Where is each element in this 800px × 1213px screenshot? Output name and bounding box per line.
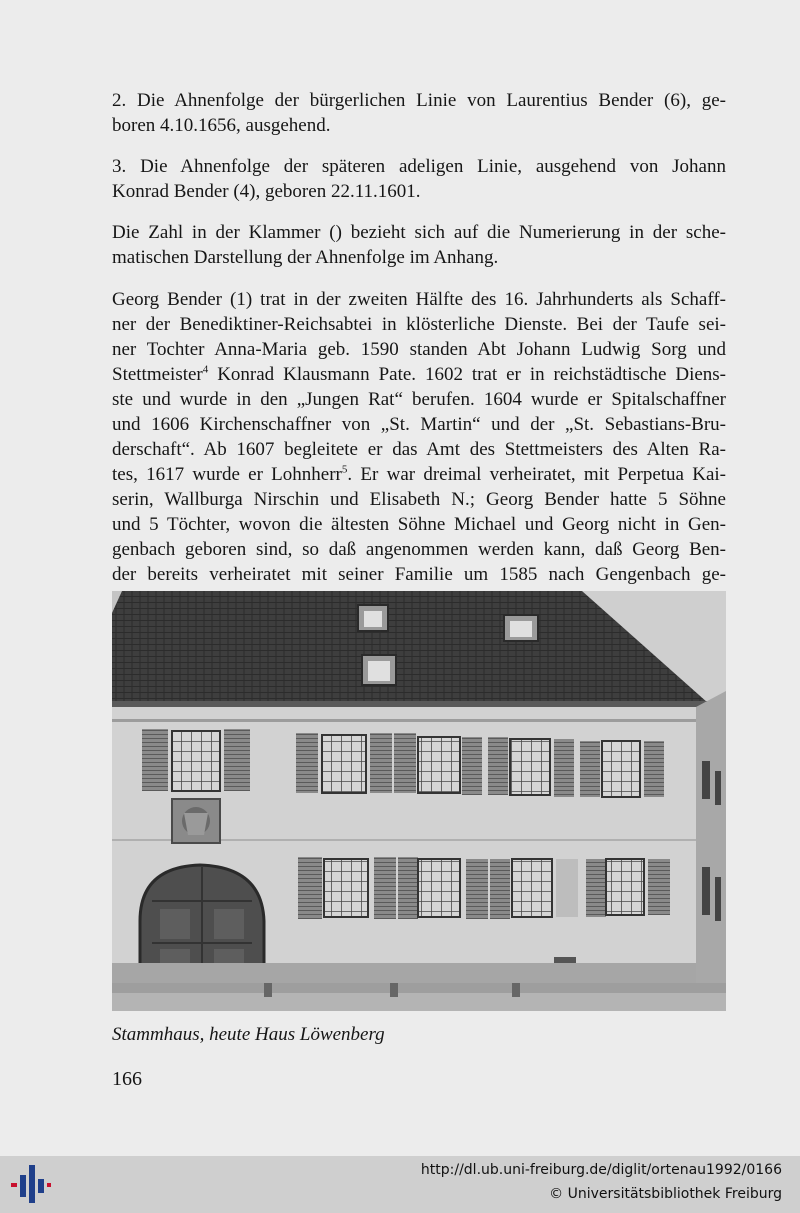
- text-line: Konrad Bender (4), geboren 22.11.1601.: [112, 181, 421, 202]
- paragraph-item-2: [112, 88, 726, 138]
- text-line: genbach geboren sind, so daß angenommen werden kann, daß Georg Ben-: [112, 539, 726, 560]
- page-number: 166: [112, 1068, 142, 1090]
- footnote-marker: 5: [341, 463, 348, 476]
- text-fragment: . Er war dreimal verheiratet, mit Perpetua Kai-: [347, 464, 726, 485]
- text-line: ner der Benediktiner-Reichsabtei in klösterliche Dienste. Bei der Taufe sei-: [112, 314, 726, 335]
- house-illustration: [112, 591, 726, 1011]
- logo-graphic: [8, 1163, 52, 1207]
- text-line: boren 4.10.1656, ausgehend.: [112, 115, 331, 136]
- text-fragment: tes, 1617 wurde er Lohnherr: [112, 464, 342, 485]
- text-line: 3. Die Ahnenfolge der späteren adeligen Linie, ausgehend von Johann: [112, 156, 726, 177]
- ub-freiburg-logo-icon: [8, 1163, 52, 1207]
- photo-caption: Stammhaus, heute Haus Löwenberg: [112, 1024, 385, 1045]
- text-line: Georg Bender (1) trat in der zweiten Hälfte des 16. Jahrhunderts als Schaff-: [112, 289, 726, 310]
- text-line: Die Zahl in der Klammer () bezieht sich auf die Numerierung in der sche-: [112, 222, 726, 243]
- footer-url-link[interactable]: http://dl.ub.uni-freiburg.de/diglit/ortenau1992/0166: [420, 1162, 782, 1178]
- house-photo: [112, 591, 726, 1011]
- footer-copyright: © Universitätsbibliothek Freiburg: [549, 1186, 782, 1202]
- text-line: [112, 362, 726, 387]
- footnote-marker: 4: [202, 363, 209, 376]
- paragraph-item-3: [112, 154, 726, 204]
- text-line: ner Tochter Anna-Maria geb. 1590 standen Abt Johann Ludwig Sorg und: [112, 339, 726, 360]
- text-line: [112, 462, 726, 487]
- text-line: der bereits verheiratet mit seiner Familie um 1585 nach Gengenbach ge-: [112, 564, 726, 585]
- text-line: serin, Wallburga Nirschin und Elisabeth N.; Georg Bender hatte 5 Söhne: [112, 489, 726, 510]
- paragraph-georg-bender: [112, 287, 726, 587]
- text-fragment: Konrad Klausmann Pate. 1602 trat er in reichstädtische Diens-: [208, 364, 726, 385]
- text-line: derschaft“. Ab 1607 begleitete er das Amt des Stettmeisters des Alten Ra-: [112, 439, 726, 460]
- text-fragment: Stettmeister: [112, 364, 203, 385]
- text-line: ste und wurde in den „Jungen Rat“ berufen. 1604 wurde er Spitalschaffner: [112, 389, 726, 410]
- text-line: matischen Darstellung der Ahnenfolge im Anhang.: [112, 247, 499, 268]
- text-line: und 1606 Kirchenschaffner von „St. Martin“ und der „St. Sebastians-Bru-: [112, 414, 726, 435]
- paragraph-note: [112, 220, 726, 270]
- text-line: und 5 Töchter, wovon die ältesten Söhne Michael und Georg nicht in Gen-: [112, 514, 726, 535]
- text-line: 2. Die Ahnenfolge der bürgerlichen Linie von Laurentius Bender (6), ge-: [112, 90, 726, 111]
